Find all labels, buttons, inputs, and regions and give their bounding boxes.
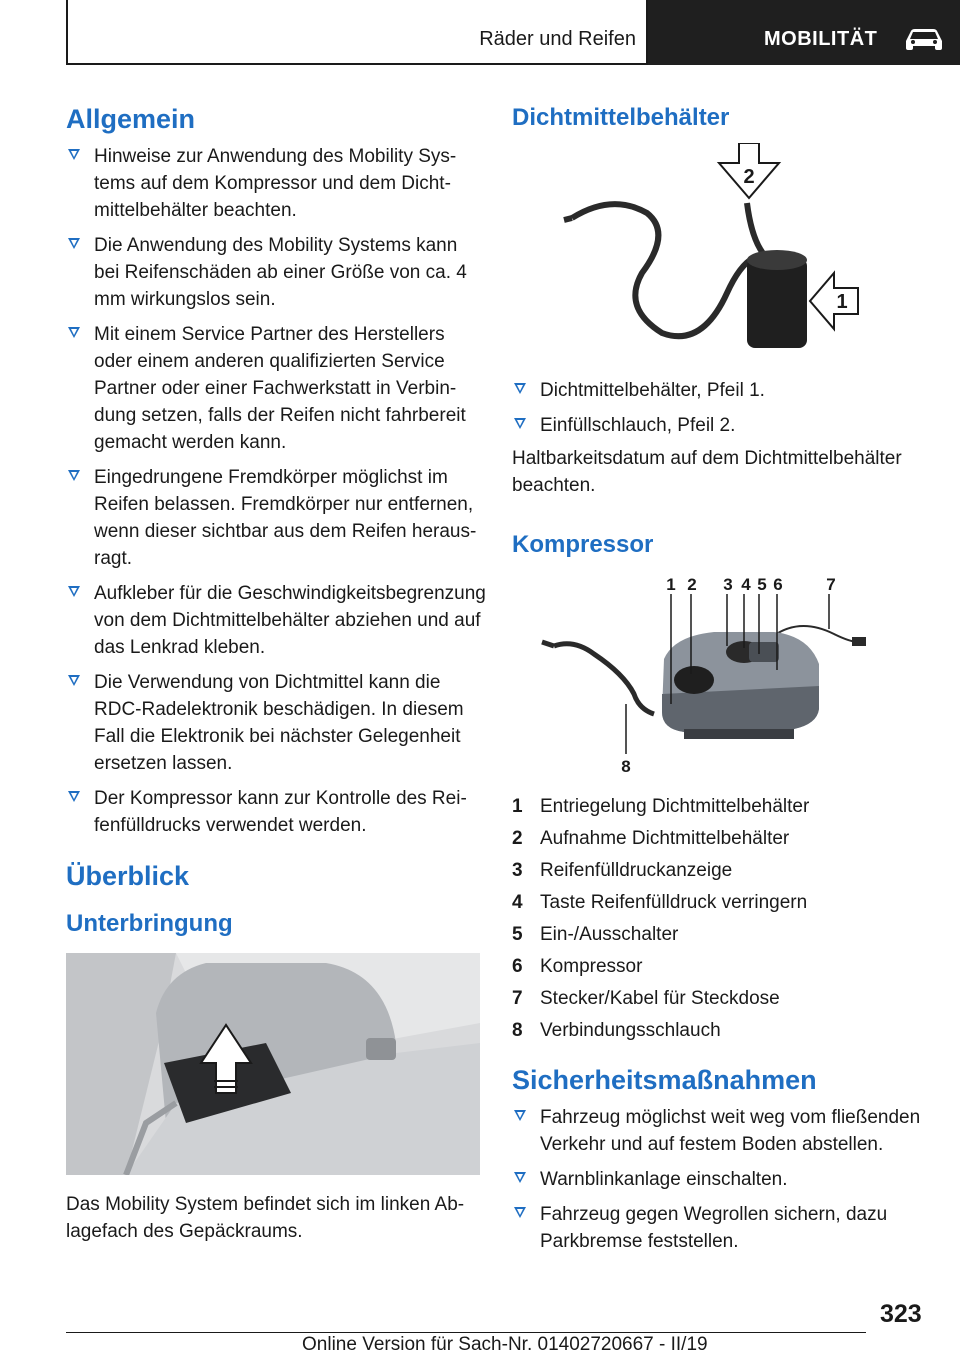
list-item-text: Einfüllschlauch, Pfeil 2. [540, 415, 736, 437]
list-item [66, 143, 486, 224]
callout-label: 2 [743, 166, 755, 189]
chapter-title: MOBILITÄT [764, 28, 878, 50]
list-item [512, 412, 932, 439]
list-item [512, 377, 932, 404]
callout-label: 8 [621, 757, 631, 777]
header-left-rule [66, 0, 68, 65]
right-column [512, 96, 932, 1263]
car-icon [902, 26, 946, 52]
legend-number: 5 [512, 924, 523, 946]
legend-label: Verbindungsschlauch [540, 1020, 721, 1042]
legend-label: Stecker/Kabel für Steckdose [540, 988, 780, 1010]
list-item [512, 1166, 932, 1193]
triangle-bullet-icon [514, 1172, 526, 1183]
triangle-bullet-icon [68, 327, 80, 338]
left-column [66, 96, 486, 1245]
legend-label: Reifenfülldruckanzeige [540, 860, 733, 882]
list-item-text: Eingedrungene Fremdkörper möglichst im Reifen belassen. Fremdkörper nur entfernen, wenn dieser sichtbar aus dem Reifen herausragt. [94, 467, 477, 570]
legend-label: Taste Reifenfülldruck verringern [540, 892, 808, 914]
callout-label: 1 [836, 291, 848, 314]
legend-label: Ein-/Ausschalter [540, 924, 679, 946]
compressor-illustration [534, 574, 874, 779]
list-item-text: Der Kompressor kann zur Kontrolle des Reifenfülldrucks verwendet werden. [94, 788, 467, 837]
callout-label: 7 [826, 575, 836, 595]
legend-item [512, 919, 932, 951]
legend-item [512, 983, 932, 1015]
triangle-bullet-icon [514, 418, 526, 429]
legend-number: 2 [512, 828, 523, 850]
dichtmittel-list [512, 377, 932, 439]
unterbringung-caption: Das Mobility System befindet sich im linken Ablagefach des Gepäckraums. [66, 1194, 465, 1243]
heading-sicherheitsmassnahmen: Sicherheitsmaßnahmen [512, 1065, 817, 1096]
legend-item [512, 951, 932, 983]
page-number: 323 [880, 1300, 922, 1328]
list-item [512, 1104, 932, 1158]
kompressor-legend [512, 791, 932, 1047]
header-section-title: Räder und Reifen [479, 28, 636, 50]
heading-ueberblick: Überblick [66, 861, 190, 892]
triangle-bullet-icon [68, 675, 80, 686]
legend-item [512, 1015, 932, 1047]
callout-label: 6 [773, 575, 783, 595]
dichtmittel-note: Haltbarkeitsdatum auf dem Dichtmittelbehälter beachten. [512, 448, 902, 497]
heading-unterbringung: Unterbringung [66, 910, 233, 938]
list-item-text: Warnblinkanlage einschalten. [540, 1169, 788, 1191]
list-item-text: Hinweise zur Anwendung des Mobility Systems auf dem Kompressor und dem Dichtmittelbehälter beachten. [94, 146, 457, 222]
callout-label: 3 [723, 575, 733, 595]
trunk-storage-illustration [66, 953, 480, 1175]
callout-label: 5 [757, 575, 767, 595]
heading-dichtmittelbehaelter: Dichtmittelbehälter [512, 104, 730, 131]
legend-number: 4 [512, 892, 523, 914]
list-item-text: Mit einem Service Partner des Herstellers oder einem anderen qualifizierten Service Partner oder einer Fachwerkstatt in Verbindung setzen, falls der Reifen nicht fahrbereit gemacht werden kann. [94, 324, 466, 454]
list-item [66, 669, 486, 777]
list-item-text: Die Verwendung von Dichtmittel kann die RDC-Radelektronik beschädigen. In diesem Fall die Elektronik bei nächster Gelegenheit ersetzen lassen. [94, 672, 464, 775]
list-item-text: Die Anwendung des Mobility Systems kann bei Reifenschäden ab einer Größe von ca. 4 mm wirkungslos sein. [94, 235, 467, 311]
triangle-bullet-icon [68, 586, 80, 597]
callout-label: 2 [687, 575, 697, 595]
list-item-text: Fahrzeug möglichst weit weg vom fließenden Verkehr und auf festem Boden abstellen. [540, 1107, 921, 1156]
page-header [66, 0, 960, 65]
list-item [66, 321, 486, 456]
triangle-bullet-icon [68, 791, 80, 802]
sicherheit-list [512, 1104, 932, 1255]
list-item [66, 785, 486, 839]
allgemein-list [66, 143, 486, 839]
legend-number: 3 [512, 860, 523, 882]
legend-label: Kompressor [540, 956, 643, 978]
list-item [66, 464, 486, 572]
list-item-text: Aufkleber für die Geschwindigkeitsbegrenzung von dem Dichtmittelbehälter abziehen und auf das Lenkrad kleben. [94, 583, 486, 659]
footer-online-version: Online Version für Sach-Nr. 01402720667 - II/19 [302, 1334, 708, 1355]
legend-item [512, 887, 932, 919]
legend-item [512, 855, 932, 887]
list-item [66, 232, 486, 313]
list-item-text: Fahrzeug gegen Wegrollen sichern, dazu Parkbremse feststellen. [540, 1204, 888, 1253]
triangle-bullet-icon [514, 1110, 526, 1121]
chapter-tab [648, 0, 960, 65]
triangle-bullet-icon [514, 383, 526, 394]
legend-number: 6 [512, 956, 523, 978]
list-item [66, 580, 486, 661]
legend-item [512, 791, 932, 823]
legend-label: Entriegelung Dichtmittelbehälter [540, 796, 810, 818]
header-bottom-rule [66, 63, 648, 65]
legend-number: 8 [512, 1020, 523, 1042]
legend-label: Aufnahme Dichtmittelbehälter [540, 828, 790, 850]
triangle-bullet-icon [68, 149, 80, 160]
callout-label: 4 [741, 575, 751, 595]
list-item [512, 1201, 932, 1255]
footer-rule [66, 1332, 866, 1333]
heading-kompressor: Kompressor [512, 531, 654, 559]
triangle-bullet-icon [68, 238, 80, 249]
triangle-bullet-icon [514, 1207, 526, 1218]
legend-item [512, 823, 932, 855]
triangle-bullet-icon [68, 470, 80, 481]
legend-number: 7 [512, 988, 523, 1010]
list-item-text: Dichtmittelbehälter, Pfeil 1. [540, 380, 765, 402]
heading-allgemein: Allgemein [66, 104, 196, 134]
legend-number: 1 [512, 796, 523, 818]
callout-label: 1 [666, 575, 676, 595]
sealant-container-illustration [552, 143, 912, 363]
